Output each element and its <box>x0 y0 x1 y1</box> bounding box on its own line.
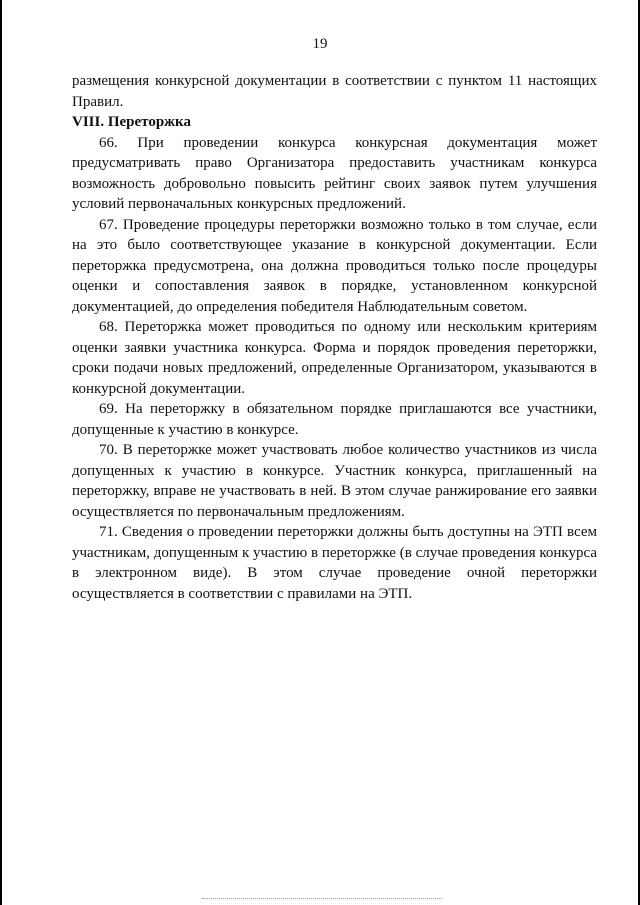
paragraph-67: 67. Проведение процедуры переторжки возможно только в том случае, если на это было соответствующее указание в конкурсной документации. Если переторжка предусмотрена, она должна проводиться только после процедуры оценки и сопоставления заявок в порядке, установленном конкурсной документацией, до определения победителя Наблюдательным советом. <box>72 216 597 315</box>
paragraph-71: 71. Сведения о проведении переторжки должны быть доступны на ЭТП всем участникам, допущенным к участию в переторжке (в случае проведения конкурса в электронном виде). В этом случае проведение очной переторжки осуществляется в соответствии с правилами на ЭТП. <box>72 524 597 602</box>
paragraph-68: 68. Переторжка может проводиться по одному или нескольким критериям оценки заявки участника конкурса. Форма и порядок проведения переторжки, сроки подачи новых предложений, определенные Организатором, указываются в конкурсной документации. <box>72 319 597 397</box>
section-heading: VIII. Переторжка <box>72 114 191 130</box>
paragraph-66: 66. При проведении конкурса конкурсная документация может предусматривать право Организатора предоставить участникам конкурса возможность добровольно повысить рейтинг своих заявок путем улучшения условий первоначальных конкурсных предложений. <box>72 134 597 212</box>
intro-paragraph: размещения конкурсной документации в соответствии с пунктом 11 настоящих Правил. <box>72 73 597 110</box>
page-number: 19 <box>312 36 328 52</box>
paragraph-69: 69. На переторжку в обязательном порядке приглашаются все участники, допущенные к участию в конкурсе. <box>72 401 597 438</box>
scan-edge-divider <box>202 898 442 899</box>
document-body <box>72 71 597 604</box>
paragraph-70: 70. В переторжке может участвовать любое количество участников из числа допущенных к участию в конкурсе. Участник конкурса, приглашенный на переторжку, вправе не участвовать в ней. В этом случае ранжирование его заявки осуществляется по первоначальным предложениям. <box>72 442 597 520</box>
